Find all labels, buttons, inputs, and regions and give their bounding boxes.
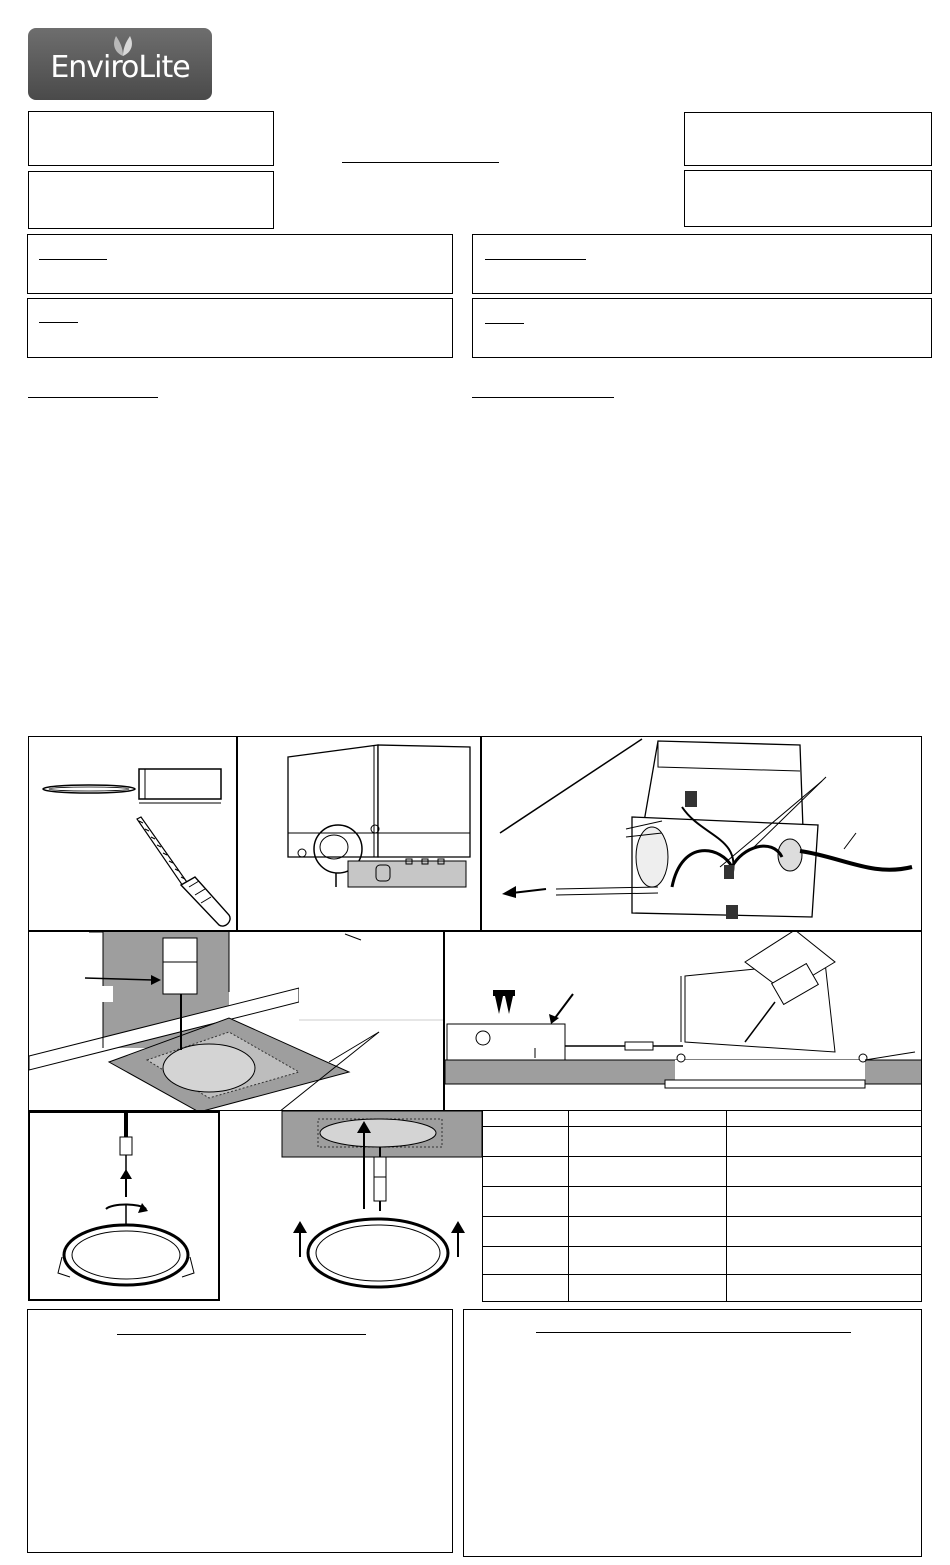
info-box-top-left bbox=[28, 111, 274, 166]
table-row bbox=[483, 1127, 922, 1157]
arrow-icon bbox=[549, 994, 573, 1024]
section-heading-right bbox=[472, 397, 614, 398]
figure-junction-box bbox=[237, 736, 481, 931]
figure-parts-tools bbox=[28, 736, 237, 931]
brand-logo bbox=[28, 28, 212, 100]
warning-box bbox=[27, 234, 453, 294]
screw-icon bbox=[493, 990, 515, 1014]
note-box-right bbox=[472, 298, 932, 358]
info-box-mid-right bbox=[684, 170, 932, 227]
title-underline bbox=[342, 162, 499, 163]
note-box-left bbox=[27, 298, 453, 358]
saw-icon bbox=[137, 817, 230, 926]
section-heading-left bbox=[28, 397, 158, 398]
figure-wiring bbox=[481, 736, 922, 931]
arrow-icon bbox=[120, 1169, 132, 1197]
figure-side-mount bbox=[444, 931, 922, 1111]
table-row bbox=[483, 1157, 922, 1187]
table-row bbox=[483, 1217, 922, 1247]
figure-insert-fixture bbox=[220, 1111, 482, 1301]
info-box-mid-left bbox=[28, 171, 274, 229]
info-box-top-right bbox=[684, 112, 932, 166]
table-row bbox=[483, 1247, 922, 1275]
table-row bbox=[483, 1111, 922, 1127]
table-row bbox=[483, 1275, 922, 1302]
arrow-icon bbox=[502, 886, 546, 898]
spec-table bbox=[482, 1110, 922, 1301]
trim-ring bbox=[43, 785, 135, 793]
table-row bbox=[483, 1187, 922, 1217]
caution-box bbox=[472, 234, 932, 294]
brand-name: EnviroLite bbox=[50, 50, 190, 85]
product-box bbox=[139, 769, 221, 799]
ceiling-hole bbox=[163, 1044, 255, 1092]
bottom-box-right bbox=[463, 1309, 922, 1557]
figure-ceiling-install bbox=[28, 931, 444, 1111]
bottom-box-left bbox=[27, 1309, 453, 1553]
figure-connect-fixture bbox=[28, 1111, 220, 1301]
